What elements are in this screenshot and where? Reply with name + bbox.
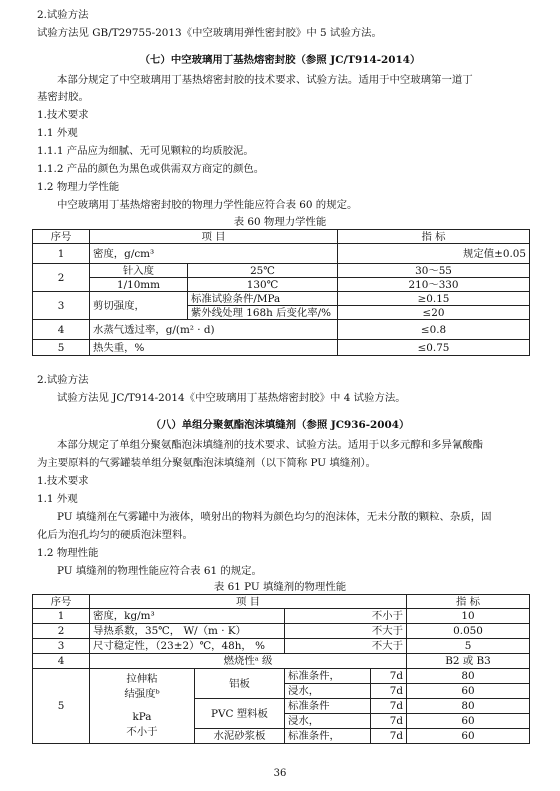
page-number: 36 [273,768,287,779]
table-cell: 3 [33,292,90,320]
table-cell: 针入度 [90,264,188,278]
table-header: 项 目 [90,230,338,244]
table-caption: 表 61 PU 填缝剂的物理性能 [213,581,347,593]
paragraph: 本部分规定了中空玻璃用丁基热熔密封胶的技术要求、试验方法。适用于中空玻璃第一道丁 [57,74,473,86]
table-row [33,609,530,624]
table-cell: 浸水， [285,714,371,729]
table-cell: 130℃ [188,278,338,292]
table-header: 指 标 [407,595,530,609]
table-header: 项 目 [90,595,407,609]
table-cell: 5 [33,669,90,744]
list-item: 1.1.2 产品的颜色为黑色或供需双方商定的颜色。 [37,163,265,175]
table-cell: 60 [407,714,530,729]
table-cell: 0.050 [407,624,530,639]
section-heading: 1.1 外观 [37,127,78,139]
table-cell: 80 [407,699,530,714]
table-cell: 标准条件 [285,699,371,714]
section-heading: 1.技术要求 [37,109,89,121]
table-cell: ≤20 [338,306,530,320]
table-cell: 水泥砂浆板 [195,729,285,744]
table-cell: 标准条件， [285,729,371,744]
paragraph: 为主要原料的气雾罐装单组分聚氨酯泡沫填缝剂（以下简称 PU 填缝剂）。 [37,457,377,469]
cell-line: 拉伸粘 [126,673,158,685]
paragraph: 试验方法见 GB/T29755-2013《中空玻璃用弹性密封胶》中 5 试验方法。 [37,27,382,39]
table-cell: 1 [33,244,90,264]
table-cell: 25℃ [188,264,338,278]
table-cell: 80 [407,669,530,684]
table-row [33,320,530,340]
table-cell: 不大于 [285,639,407,654]
paragraph: 本部分规定了单组分聚氨酯泡沫填缝剂的技术要求、试验方法。适用于以多元醇和多异氰酸酯 [57,439,484,451]
table-row [33,244,530,264]
table-cell: 7d [371,699,407,714]
table-cell: PVC 塑料板 [195,699,285,729]
table-cell: ≥0.15 [338,292,530,306]
table-cell: 7d [371,714,407,729]
table-61 [32,594,530,744]
table-cell: 标准试验条件/MPa [188,292,338,306]
table-cell: 7d [371,669,407,684]
table-row [33,264,530,278]
table-row [33,669,530,684]
section-heading: 1.1 外观 [37,493,78,505]
table-cell: 1/10mm [90,278,188,292]
table-cell: 3 [33,639,90,654]
list-item: 1.1.1 产品应为细腻、无可见颗粒的均质胶泥。 [37,145,254,157]
cell-line: 不小于 [126,726,158,738]
cell-line: 结强度ᵇ [124,688,160,700]
table-cell: 规定值±0.05 [338,244,530,264]
table-cell: ≤0.8 [338,320,530,340]
table-cell: ≤0.75 [338,340,530,356]
table-cell: 导热系数，35℃， W/（m · K） [90,624,285,639]
table-cell: 热失重，% [90,340,338,356]
table-cell: 5 [407,639,530,654]
table-cell: 60 [407,729,530,744]
paragraph: PU 填缝剂在气雾罐中为液体，喷射出的物料为颜色均匀的泡沫体，无未分散的颗粒、杂质，固 [57,511,492,523]
cell-line: kPa [132,711,152,723]
table-header: 指 标 [338,230,530,244]
table-cell: 紫外线处理 168h 后变化率/% [188,306,338,320]
table-cell: 1 [33,609,90,624]
table-cell: 剪切强度， [90,292,188,320]
section-heading: 1.2 物理性能 [37,547,99,559]
table-cell: 2 [33,264,90,292]
table-cell: B2 或 B3 [407,654,530,669]
paragraph: PU 填缝剂的物理性能应符合表 61 的规定。 [57,565,262,577]
table-cell: 尺寸稳定性，（23±2）℃，48h， % [90,639,285,654]
section-heading: 2.试验方法 [37,374,89,386]
table-cell: 密度，kg/m³ [90,609,285,624]
table-cell: 30～55 [338,264,530,278]
table-60 [32,229,530,356]
table-cell: 210～330 [338,278,530,292]
paragraph: 基密封胶。 [37,91,89,103]
table-cell: 密度，g/cm³ [90,244,338,264]
section-heading: 1.技术要求 [37,475,89,487]
table-row [33,278,530,292]
table-cell: 不大于 [285,624,407,639]
table-row [33,340,530,356]
paragraph: 试验方法见 JC/T914-2014《中空玻璃用丁基热熔密封胶》中 4 试验方法。 [57,392,406,404]
table-cell: 浸水， [285,684,371,699]
table-cell: 4 [33,320,90,340]
paragraph: 中空玻璃用丁基热熔密封胶的物理力学性能应符合表 60 的规定。 [57,199,358,211]
cell-spacer [93,702,191,710]
paragraph: 化后为泡孔均匀的硬质泡沫塑料。 [37,529,193,541]
table-cell: 4 [33,654,90,669]
table-cell: 2 [33,624,90,639]
section-heading: 2.试验方法 [37,9,89,21]
table-cell: 不小于 [285,609,407,624]
table-row [33,624,530,639]
table-header: 序号 [33,595,90,609]
table-row [33,639,530,654]
section-title: （八）单组分聚氨酯泡沫填缝剂（参照 JC936-2004） [150,419,410,431]
table-cell: 铝板 [195,669,285,699]
section-title: （七）中空玻璃用丁基热熔密封胶（参照 JC/T914-2014） [139,54,421,66]
table-cell: 标准条件， [285,669,371,684]
table-cell: 7d [371,684,407,699]
table-row [33,654,530,669]
table-cell [90,669,195,744]
section-heading: 1.2 物理力学性能 [37,181,120,193]
table-header: 序号 [33,230,90,244]
table-cell: 水蒸气透过率，g/(m² · d) [90,320,338,340]
table-caption: 表 60 物理力学性能 [233,216,327,228]
table-row [33,292,530,306]
table-cell: 7d [371,729,407,744]
table-cell: 5 [33,340,90,356]
table-cell: 60 [407,684,530,699]
table-cell: 10 [407,609,530,624]
table-cell: 燃烧性ᵃ 级 [90,654,407,669]
